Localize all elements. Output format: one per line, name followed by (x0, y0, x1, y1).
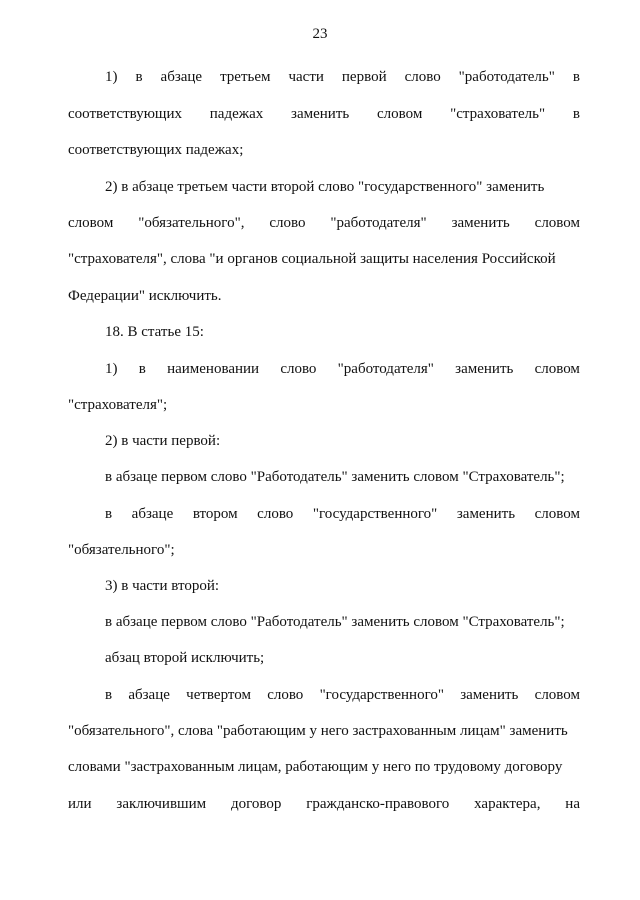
text-line: "обязательного", слова "работающим у него застрахованным лицам" заменить (68, 723, 568, 739)
word: части (288, 69, 324, 85)
text-line: 3) в части второй: (105, 578, 220, 594)
text-line: 2) в части первой: (105, 433, 221, 449)
word: словом (534, 361, 580, 377)
word: втором (192, 506, 238, 522)
word: слово (257, 506, 294, 522)
page-number: 23 (312, 26, 328, 42)
word: слово (267, 687, 304, 703)
text-line (105, 68, 580, 86)
word: "государственного" (319, 687, 444, 703)
word: или (68, 796, 92, 812)
word: в (572, 69, 580, 85)
text-line (68, 214, 580, 232)
word: в (105, 687, 113, 703)
text-line (68, 795, 580, 813)
text-line: Федерации" исключить. (68, 288, 222, 304)
word: "работодатель" (458, 69, 555, 85)
word: "работодателя" (337, 361, 434, 377)
word: гражданско-правового (306, 796, 450, 812)
word: характера, (474, 796, 541, 812)
text-line: "страхователя"; (68, 397, 168, 413)
word: падежах (209, 106, 264, 122)
text-line: соответствующих падежах; (68, 142, 244, 158)
word: слово (404, 69, 441, 85)
word: первой (341, 69, 387, 85)
text-line: 2) в абзаце третьем части второй слово "государственного" заменить (105, 179, 545, 195)
word: наименовании (167, 361, 260, 377)
word: абзаце (160, 69, 203, 85)
word: "обязательного", (138, 215, 245, 231)
text-line (105, 360, 580, 378)
word: заключившим (116, 796, 207, 812)
word: слово (280, 361, 317, 377)
text-line: в абзаце первом слово "Работодатель" заменить словом "Страхователь"; (105, 469, 565, 485)
word: на (565, 796, 580, 812)
word: в (105, 506, 113, 522)
word: третьем (220, 69, 271, 85)
text-line: 18. В статье 15: (105, 324, 204, 340)
word: "государственного" (312, 506, 438, 522)
word: в (572, 106, 580, 122)
word: словом (534, 506, 580, 522)
text-line: в абзаце первом слово "Работодатель" заменить словом "Страхователь"; (105, 614, 565, 630)
word: заменить (451, 215, 510, 231)
word: заменить (455, 361, 514, 377)
word: в (138, 361, 146, 377)
word: 1) (105, 69, 118, 85)
word: четвертом (186, 687, 251, 703)
word: соответствующих (68, 106, 182, 122)
text-line (68, 105, 580, 123)
word: абзаце (131, 506, 174, 522)
word: договор (230, 796, 282, 812)
word: заменить (460, 687, 519, 703)
word: абзаце (128, 687, 170, 703)
word: словом (68, 215, 114, 231)
text-line: "обязательного"; (68, 542, 175, 558)
word: заменить (456, 506, 516, 522)
word: слово (269, 215, 306, 231)
word: "работодателя" (330, 215, 427, 231)
word: 1) (105, 361, 118, 377)
word: заменить (291, 106, 350, 122)
word: словом (377, 106, 423, 122)
word: "страхователь" (450, 106, 546, 122)
word: словом (534, 215, 580, 231)
word: словом (534, 687, 580, 703)
word: в (135, 69, 143, 85)
text-line (105, 686, 580, 704)
text-line: "страхователя", слова "и органов социальной защиты населения Российской (68, 251, 556, 267)
text-line (105, 505, 580, 523)
text-line: словами "застрахованным лицам, работающим у него по трудовому договору (68, 759, 563, 775)
text-line: абзац второй исключить; (105, 650, 265, 666)
